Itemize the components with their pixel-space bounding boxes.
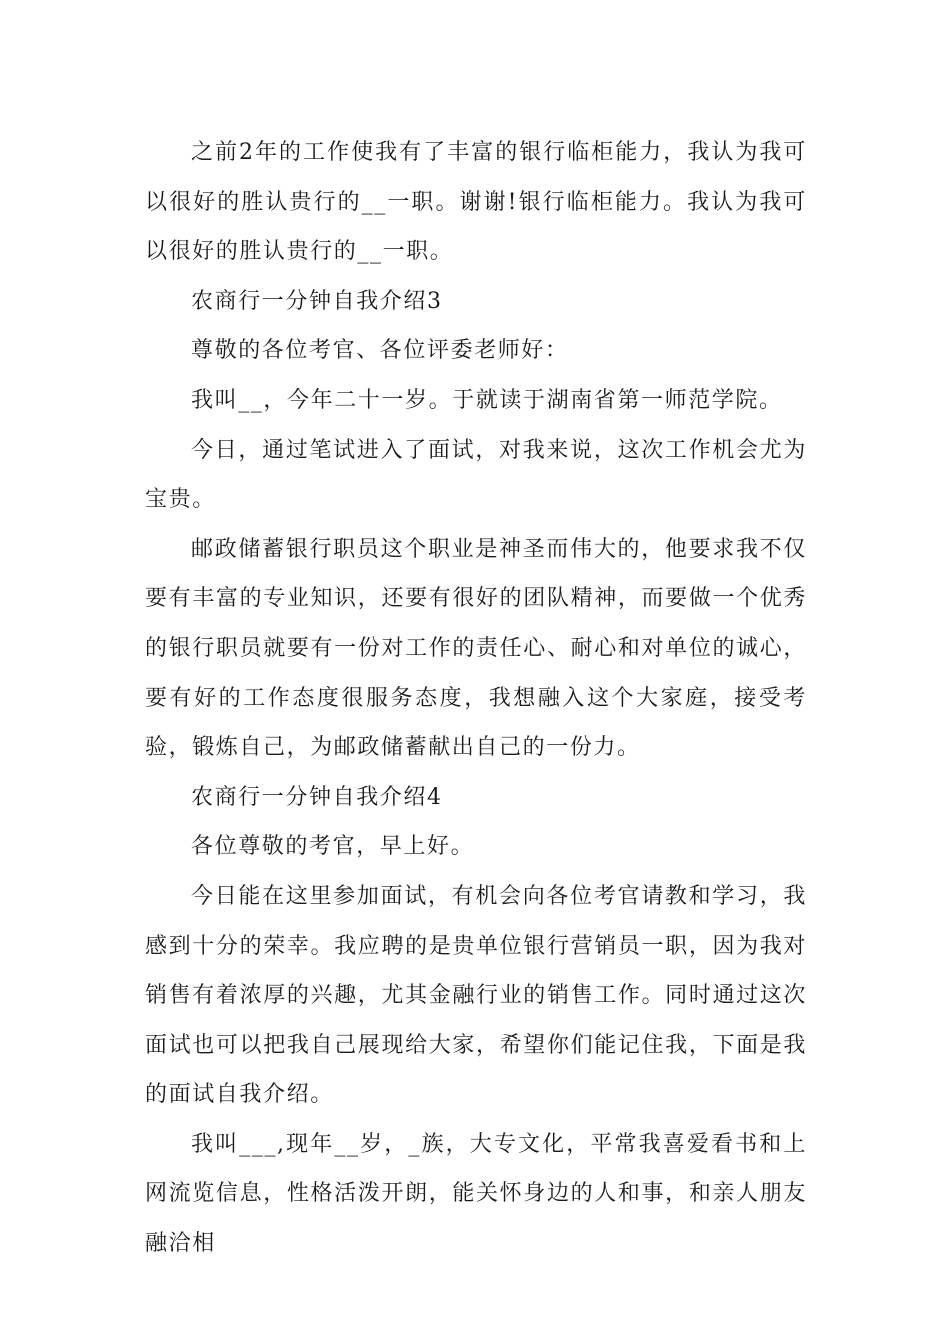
- paragraph-interview-opportunity: 今日，通过笔试进入了面试，对我来说，这次工作机会尤为宝贵。: [145, 437, 807, 513]
- paragraph-honor-marketing: 今日能在这里参加面试，有机会向各位考官请教和学习，我感到十分的荣幸。我应聘的是贵单位银行营销员一职，因为我对销售有着浓厚的兴趣，尤其金融行业的销售工作。同时通过这次面试也可以把我自己展现给大家，希望你们能记住我，下面是我的面试自我介绍。: [145, 883, 807, 1108]
- section-heading-4: 农商行一分钟自我介绍4: [191, 784, 443, 810]
- document-body: [145, 128, 807, 1269]
- section-heading-3: 农商行一分钟自我介绍3: [191, 288, 443, 314]
- paragraph-postal-savings: 邮政储蓄银行职员这个职业是神圣而伟大的，他要求我不仅要有丰富的专业知识，还要有很好的团队精神，而要做一个优秀的银行职员就要有一份对工作的责任心、耐心和对单位的诚心，要有好的工作态度很服务态度，我想融入这个大家庭，接受考验，锻炼自己，为邮政储蓄献出自己的一份力。: [145, 536, 807, 761]
- paragraph-greeting-4: 各位尊敬的考官，早上好。: [191, 834, 475, 860]
- paragraph-personal-info: 我叫___,现年__岁，_族，大专文化，平常我喜爱看书和上网流览信息，性格活泼开朗，能关怀身边的人和事，和亲人朋友融洽相: [145, 1131, 807, 1257]
- paragraph-previous-conclusion: 之前2年的工作使我有了丰富的银行临柜能力，我认为我可以很好的胜认贵行的__一职。谢谢!银行临柜能力。我认为我可以很好的胜认贵行的__一职。: [145, 140, 807, 265]
- paragraph-name-age: 我叫__，今年二十一岁。于就读于湖南省第一师范学院。: [191, 387, 783, 413]
- paragraph-greeting-3: 尊敬的各位考官、各位评委老师好：: [191, 338, 569, 364]
